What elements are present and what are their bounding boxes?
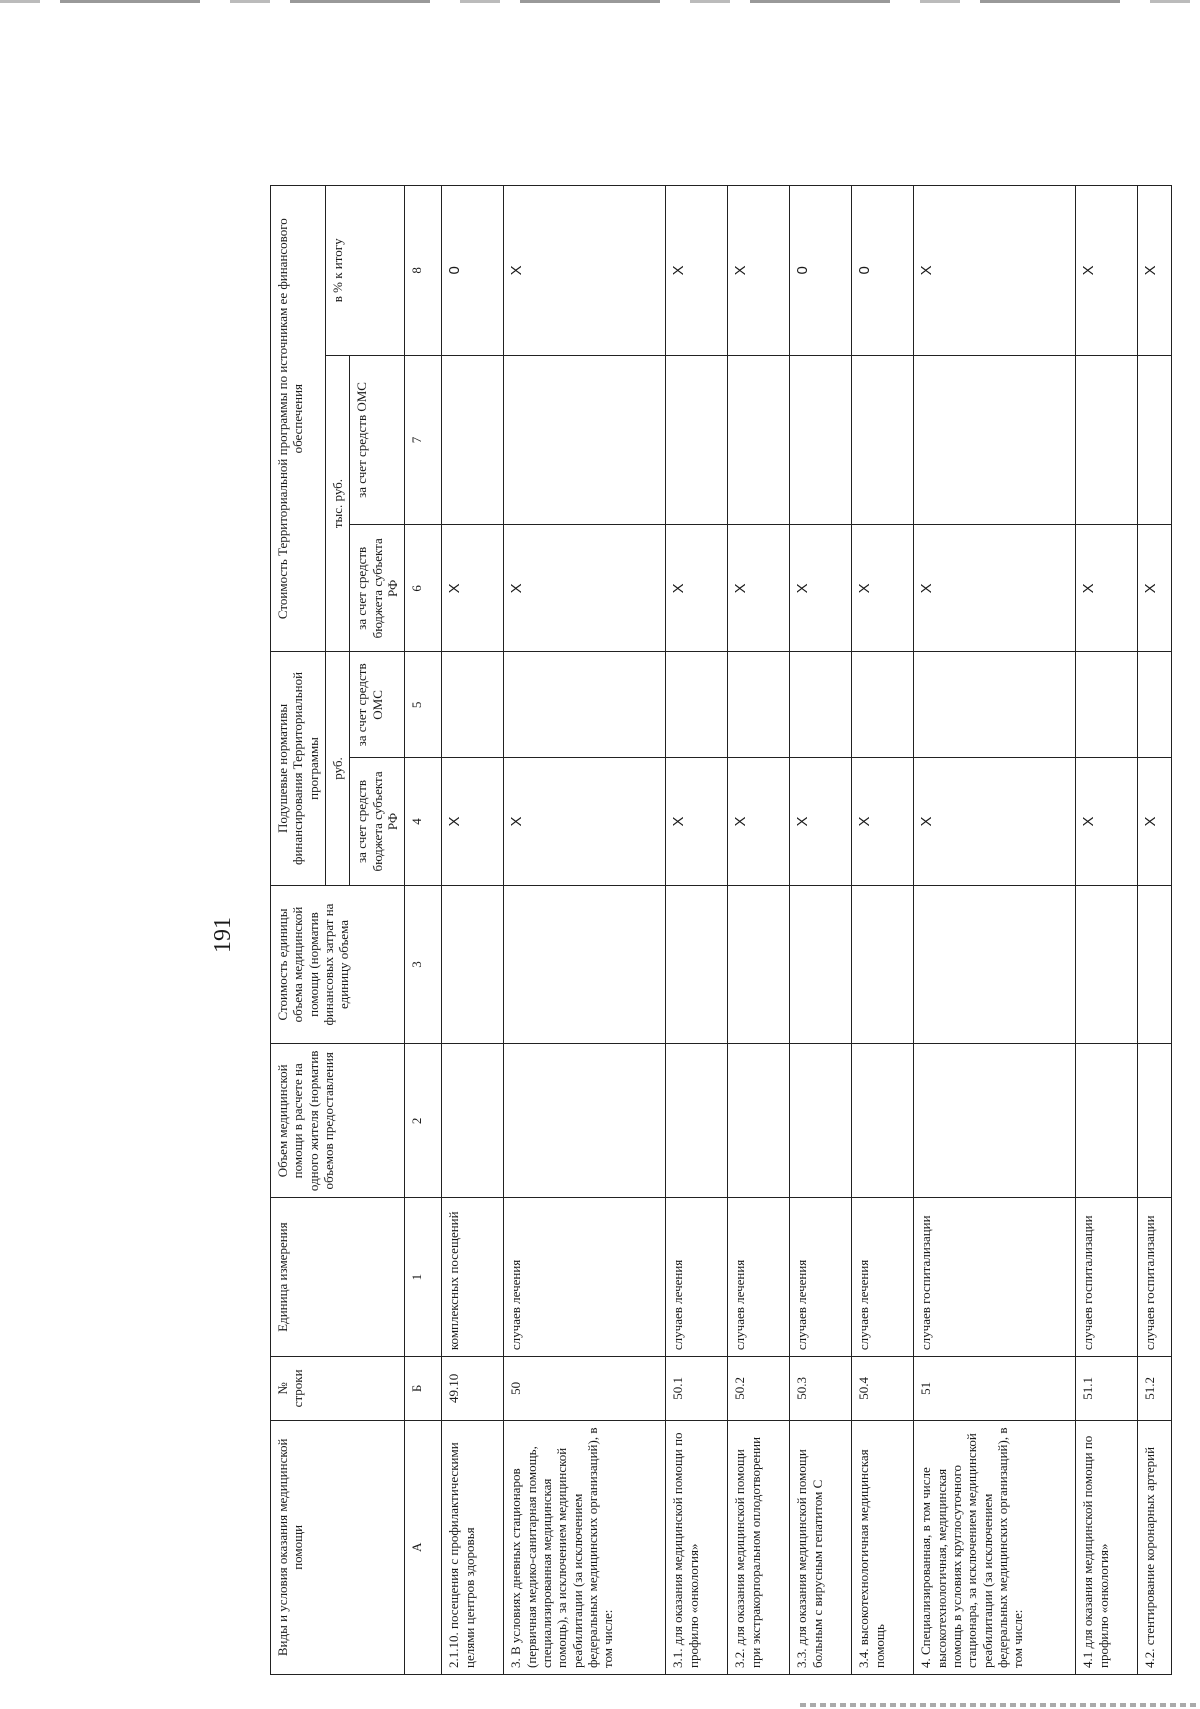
cell-cost-budget: Х: [504, 525, 666, 652]
cell-cost-budget: Х: [1138, 525, 1172, 652]
cell-unit: случаев лечения: [790, 1198, 852, 1357]
table-row: [504, 186, 666, 1675]
cell-service-type: 2.1.10. посещения с профилактическими целями центров здоровья: [442, 1420, 504, 1674]
header-col-2: Объем медицинской помощи в расчете на одного жителя (норматив объемов предоставления: [271, 1044, 405, 1198]
header-col-4: за счет средств бюджета субъекта РФ: [350, 758, 405, 885]
cell-cost-oms: [728, 355, 790, 525]
cell-unit: случаев лечения: [504, 1198, 666, 1357]
cell-row-number: 51: [914, 1357, 1076, 1421]
header-col-678: Стоимость Территориальной программы по источникам ее финансового обеспечения: [271, 186, 326, 652]
cell-unit-cost: [504, 885, 666, 1044]
cell-volume: [442, 1044, 504, 1198]
header-col-5: за счет средств ОМС: [350, 652, 405, 758]
cell-service-type: 3.3. для оказания медицинской помощи больным с вирусным гепатитом С: [790, 1420, 852, 1674]
table-row: [914, 186, 1076, 1675]
cell-unit: случаев госпитализации: [1138, 1198, 1172, 1357]
financing-table: [270, 185, 1172, 1675]
index-cell: 7: [405, 355, 442, 525]
header-col-8: в % к итогу: [325, 186, 404, 356]
cell-percent-total: 0: [442, 186, 504, 356]
cell-unit: случаев лечения: [728, 1198, 790, 1357]
cell-unit-cost: [914, 885, 1076, 1044]
cell-cost-budget: Х: [728, 525, 790, 652]
cell-cost-oms: [1076, 355, 1138, 525]
header-col-7: за счет средств ОМС: [350, 355, 405, 525]
cell-percent-total: 0: [790, 186, 852, 356]
cell-service-type: 3.4. высокотехнологичная медицинская помощь: [852, 1420, 914, 1674]
header-col-a: Виды и условия оказания медицинской помощи: [271, 1420, 405, 1674]
cell-cost-oms: [666, 355, 728, 525]
cell-percapita-oms: [1076, 652, 1138, 758]
cell-row-number: 50.4: [852, 1357, 914, 1421]
cell-percapita-budget: Х: [504, 758, 666, 885]
cell-row-number: 50: [504, 1357, 666, 1421]
cell-percapita-oms: [914, 652, 1076, 758]
cell-volume: [790, 1044, 852, 1198]
cell-unit-cost: [442, 885, 504, 1044]
cell-percapita-oms: [728, 652, 790, 758]
cell-percapita-oms: [666, 652, 728, 758]
cell-cost-budget: Х: [442, 525, 504, 652]
cell-percent-total: Х: [914, 186, 1076, 356]
cell-cost-oms: [442, 355, 504, 525]
cell-row-number: 50.1: [666, 1357, 728, 1421]
index-cell: 3: [405, 885, 442, 1044]
cell-percapita-budget: Х: [914, 758, 1076, 885]
table-row: [1076, 186, 1138, 1675]
page-number: 191: [210, 917, 236, 953]
cell-percapita-oms: [442, 652, 504, 758]
cell-unit-cost: [728, 885, 790, 1044]
cell-percent-total: 0: [852, 186, 914, 356]
cell-percapita-oms: [852, 652, 914, 758]
cell-percapita-budget: Х: [442, 758, 504, 885]
cell-row-number: 50.3: [790, 1357, 852, 1421]
cell-row-number: 50.2: [728, 1357, 790, 1421]
cell-percapita-budget: Х: [1076, 758, 1138, 885]
header-row-1: [271, 186, 326, 1675]
table-row: [728, 186, 790, 1675]
table-row: [852, 186, 914, 1675]
cell-percapita-oms: [790, 652, 852, 758]
cell-row-number: 49.10: [442, 1357, 504, 1421]
cell-cost-budget: Х: [790, 525, 852, 652]
cell-volume: [728, 1044, 790, 1198]
cell-row-number: 51.1: [1076, 1357, 1138, 1421]
cell-volume: [1138, 1044, 1172, 1198]
cell-percapita-oms: [1138, 652, 1172, 758]
column-index-row: [405, 186, 442, 1675]
cell-percapita-budget: Х: [666, 758, 728, 885]
cell-percapita-budget: Х: [728, 758, 790, 885]
cell-percapita-budget: Х: [790, 758, 852, 885]
header-col-45: Подушевые нормативы финансирования Территориальной программы: [271, 652, 326, 885]
cell-percent-total: Х: [666, 186, 728, 356]
header-col-1: Единица измерения: [271, 1198, 405, 1357]
cell-cost-oms: [790, 355, 852, 525]
cell-volume: [1076, 1044, 1138, 1198]
header-tys-rub: тыс. руб.: [325, 355, 349, 652]
index-cell: 4: [405, 758, 442, 885]
cell-cost-oms: [914, 355, 1076, 525]
cell-volume: [504, 1044, 666, 1198]
cell-unit-cost: [852, 885, 914, 1044]
cell-percent-total: Х: [1138, 186, 1172, 356]
table-row: [790, 186, 852, 1675]
cell-unit: случаев госпитализации: [914, 1198, 1076, 1357]
cell-service-type: 4.2. стентирование коронарных артерий: [1138, 1420, 1172, 1674]
cell-unit-cost: [666, 885, 728, 1044]
index-cell: 8: [405, 186, 442, 356]
cell-cost-budget: Х: [914, 525, 1076, 652]
index-cell: 1: [405, 1198, 442, 1357]
cell-unit-cost: [1138, 885, 1172, 1044]
cell-volume: [852, 1044, 914, 1198]
table-row: [666, 186, 728, 1675]
cell-service-type: 4. Специализированная, в том числе высокотехнологичная, медицинская помощь в условиях круглосуточного стационара, за исключением медицинской реабилитации (за исключением федеральных медицинских организаций), в том числе:: [914, 1420, 1076, 1674]
table-body: [442, 186, 1172, 1675]
cell-service-type: 3.2. для оказания медицинской помощи при экстракорпоральном оплодотворении: [728, 1420, 790, 1674]
cell-unit-cost: [790, 885, 852, 1044]
index-cell: Б: [405, 1357, 442, 1421]
cell-unit: комплексных посещений: [442, 1198, 504, 1357]
cell-cost-oms: [852, 355, 914, 525]
table-row: [1138, 186, 1172, 1675]
index-cell: 5: [405, 652, 442, 758]
rotated-page: [180, 170, 1160, 1700]
cell-service-type: 3. В условиях дневных стационаров (первичная медико-санитарная помощь, специализированная медицинская помощь), за исключением медицинской реабилитации (за исключением федеральных медицинских организаций), в том числе:: [504, 1420, 666, 1674]
cell-service-type: 3.1. для оказания медицинской помощи по профилю «онкология»: [666, 1420, 728, 1674]
cell-unit: случаев госпитализации: [1076, 1198, 1138, 1357]
cell-percapita-oms: [504, 652, 666, 758]
cell-volume: [914, 1044, 1076, 1198]
cell-cost-oms: [1138, 355, 1172, 525]
header-rub: руб.: [325, 652, 349, 885]
table-row: [442, 186, 504, 1675]
cell-cost-budget: Х: [1076, 525, 1138, 652]
index-cell: А: [405, 1420, 442, 1674]
cell-percent-total: Х: [728, 186, 790, 356]
cell-percent-total: Х: [1076, 186, 1138, 356]
cell-percent-total: Х: [504, 186, 666, 356]
cell-unit: случаев лечения: [666, 1198, 728, 1357]
cell-cost-oms: [504, 355, 666, 525]
cell-unit: случаев лечения: [852, 1198, 914, 1357]
scan-edge-top: [0, 0, 1200, 3]
header-col-3: Стоимость единицы объема медицинской помощи (норматив финансовых затрат на единицу объема: [271, 885, 405, 1044]
cell-volume: [666, 1044, 728, 1198]
scan-edge-bottom: [800, 1703, 1200, 1707]
header-col-6: за счет средств бюджета субъекта РФ: [350, 525, 405, 652]
header-col-b: № строки: [271, 1357, 405, 1421]
cell-cost-budget: Х: [666, 525, 728, 652]
cell-row-number: 51.2: [1138, 1357, 1172, 1421]
cell-unit-cost: [1076, 885, 1138, 1044]
index-cell: 2: [405, 1044, 442, 1198]
cell-cost-budget: Х: [852, 525, 914, 652]
cell-percapita-budget: Х: [1138, 758, 1172, 885]
cell-service-type: 4.1 для оказания медицинской помощи по профилю «онкология»: [1076, 1420, 1138, 1674]
cell-percapita-budget: Х: [852, 758, 914, 885]
index-cell: 6: [405, 525, 442, 652]
